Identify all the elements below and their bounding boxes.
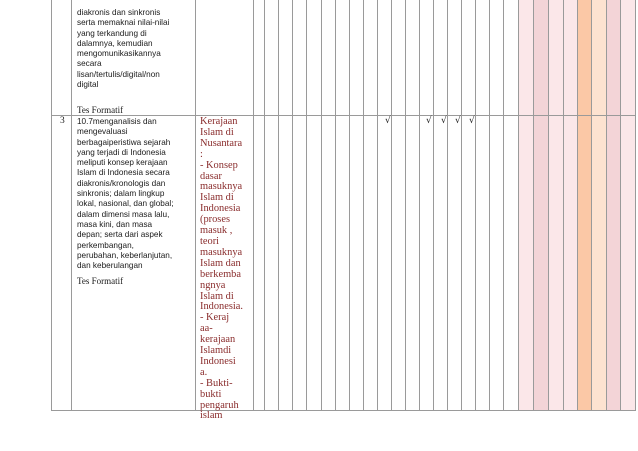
check-mark: √ (426, 116, 432, 126)
assessment-label: Tes Formatif (77, 276, 124, 286)
table-cell (504, 0, 519, 410)
assessment-label-top: Tes Formatif (77, 105, 124, 115)
table-cell (406, 0, 420, 410)
row-number: 3 (60, 116, 65, 126)
table-cell (578, 0, 592, 410)
row-border (51, 115, 636, 116)
table-cell (336, 0, 350, 410)
table-cell (607, 0, 621, 410)
table-cell (476, 0, 490, 410)
table-cell (549, 0, 564, 410)
kd-text: 10.7menganalisis dan mengevaluasi berbagaiperistiwa sejarah yang terjadi di Indonesia meliputi konsep kerajaan Islam di Indonesia secara diakronis/kronologis dan sinkronis; dalam lingkup lokal, nasional, dan global; dalam dimensi masa lalu, masa kini, dan masa depan; serta dari aspek perkembangan, perubahan, keberlanjutan, dan keberulangan (77, 117, 174, 271)
table-cell (279, 0, 293, 410)
table-cell (322, 0, 336, 410)
table-cell (378, 0, 392, 410)
table-cell (364, 0, 378, 410)
table-cell (564, 0, 578, 410)
table-cell (448, 0, 462, 410)
row-border (51, 410, 636, 411)
check-mark: √ (469, 116, 475, 126)
table-cell (592, 0, 607, 410)
table-cell (52, 0, 72, 410)
table-cell (293, 0, 307, 410)
check-mark: √ (385, 116, 391, 126)
table-cell (420, 0, 434, 410)
check-mark: √ (441, 116, 447, 126)
table-cell (519, 0, 534, 410)
table-cell (350, 0, 364, 410)
table-cell (621, 0, 636, 410)
table-cell (534, 0, 549, 410)
table-cell (254, 0, 265, 410)
materi-text: Kerajaan Islam di Nusantara : - Konsep dasar masuknya Islam di Indonesia (proses masuk , teori masuknya Islam dan berkemba ngnya Islam di Indonesia. - Keraj aa- kerajaan Islamdi Indonesi a. - Bukti- bukti pengaruh islam (200, 116, 243, 422)
table-cell (434, 0, 448, 410)
table-cell (307, 0, 322, 410)
table-cell (265, 0, 279, 410)
check-mark: √ (455, 116, 461, 126)
table-cell (490, 0, 504, 410)
kd-text-continued: diakronis dan sinkronis serta memaknai nilai-nilai yang terkandung di dalamnya, kemudian mengomunikasikannya secara lisan/tertulis/digital/non digital (77, 8, 170, 90)
table-cell (392, 0, 406, 410)
table-cell (462, 0, 476, 410)
